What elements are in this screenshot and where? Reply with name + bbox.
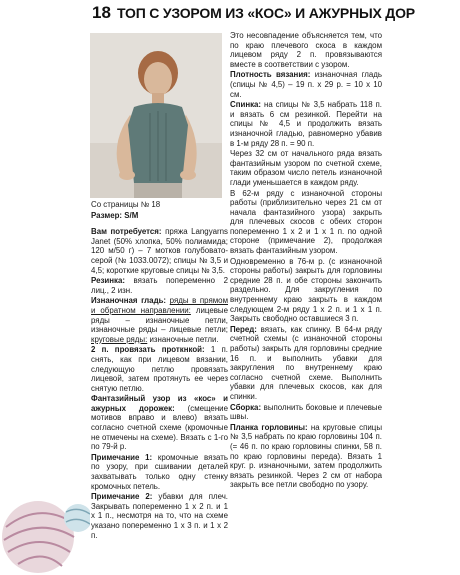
intro-paragraph: Это несовпадение объясняется тем, что по краю плечевого скоса в каждом лицевом ряду 2 п. провязываются вместе в соответствии с узором.	[230, 31, 382, 69]
neckband-paragraph: Планка горловины: на круговые спицы № 3,5 набрать по краю горловины 104 п. (= 46 п. по краю горловины спинки, 58 п. по краю горловины переда). Вязать 1 круг. р. изнаночными, затем продолжить вязать резинкой. Через 2 см от набора закрыть все петли свободно по узору.	[230, 422, 382, 490]
size-line: Размер: S/M	[91, 210, 139, 220]
density-paragraph: Плотность вязания: изнаночная гладь (спицы № 4,5) – 19 п. x 29 р. = 10 x 10 см.	[230, 70, 382, 99]
twist-paragraph: 2 п. провязать проткнкой: 1 п. снять, как при лицевом вязании, следующую петлю провязать лицевой, затем протянуть ее через снятую петлю.	[91, 345, 228, 393]
back-paragraph-4: Одновременно в 76-м р. (с изнаночной стороны работы) закрыть для горловины средние 28 п. и обе стороны закончить раздельно. Для закругления по внутреннему краю закрыть в каждом следующем 2-м ряду 1 x 2 п. и 1 x 1 п. Закрыть свободно оставшиеся 3 п.	[230, 256, 382, 324]
column-left	[91, 200, 228, 541]
note2-paragraph: Примечание 2: убавки для плеч. Закрывать попеременно 1 х 2 п. и 1 х 1 п., несмотря на то, что на схеме указано попеременно 1 х 3 п. и 1 х 2 п.	[91, 492, 228, 540]
back-paragraph-3: В 62-м ряду с изнаночной стороны работы (приблизительно через 21 см от начала фантазийного узора) закрыть для плечевых скосов с обеих сторон попеременно 1 x 2 и 1 x 1 п. по одной стороне (примечание 2), продолжая вязать фантазийным узором.	[230, 188, 382, 256]
page-number: 18	[92, 3, 111, 22]
yarn-balls-decoration	[0, 482, 90, 575]
fancy-pattern-paragraph: Фантазийный узор из «кос» и ажурных дорожек: (смещение мотивов вправо и влево) вязать согласно счетной схеме (кромочные не отмечены на схеме). Вязать с 1-го по 79-й р.	[91, 394, 228, 452]
page-header	[0, 0, 460, 22]
model-photo	[90, 33, 222, 198]
assembly-paragraph: Сборка: выполнить боковые и плечевые швы.	[230, 402, 382, 422]
header-title: ТОП С УЗОРОМ ИЗ «КОС» И АЖУРНЫХ ДОР	[117, 5, 415, 21]
stockinette-paragraph: Изнаночная гладь: ряды в прямом и обратном направлении: лицевые ряды – изнаночные петли, изнаночные ряды – лицевые петли; круговые ряды: изнаночные петли.	[91, 296, 228, 344]
front-paragraph: Перед: вязать, как спинку. В 64-м ряду счетной схемы (с изнаночной стороны работы) закрыть для горловины средние 16 п. и выполнить убавки для закругления по внутреннему краю согласно счетной схеме. Выполнить убавки для плечевых скосов, как для спинки.	[230, 324, 382, 401]
note1-paragraph: Примечание 1: кромочные вязать по узору, при сшивании деталей захватывать только одну стенку кромочных петель.	[91, 452, 228, 491]
rib-paragraph: Резинка: вязать попеременно 2 лиц., 2 изн.	[91, 276, 228, 295]
materials-paragraph: Вам потребуется: пряжа Langyarns Janet (50% хлопка, 50% полиамида; 120 м/50 г) – 7 мотков голубовато-серой (№ 1033.0072); спицы № 3,5 и 4,5; короткие круговые спицы № 3,5.	[91, 227, 228, 275]
back-paragraph-2: Через 32 см от начального ряда вязать фантазийным узором по счетной схеме, таким образом число петель изнаночной глади уменьшается в каждом ряду.	[230, 149, 382, 187]
model-illustration	[90, 33, 222, 198]
column-right	[230, 31, 382, 491]
back-paragraph: Спинка: на спицы № 3,5 набрать 118 п. и вязать 6 см резинкой. Перейти на спицы № 4,5 и продолжить вязать изнаночной гладью, равномерно убавив в 1-м ряду 28 п. = 90 п.	[230, 100, 382, 148]
photo-caption: Со страницы № 18	[91, 200, 161, 209]
